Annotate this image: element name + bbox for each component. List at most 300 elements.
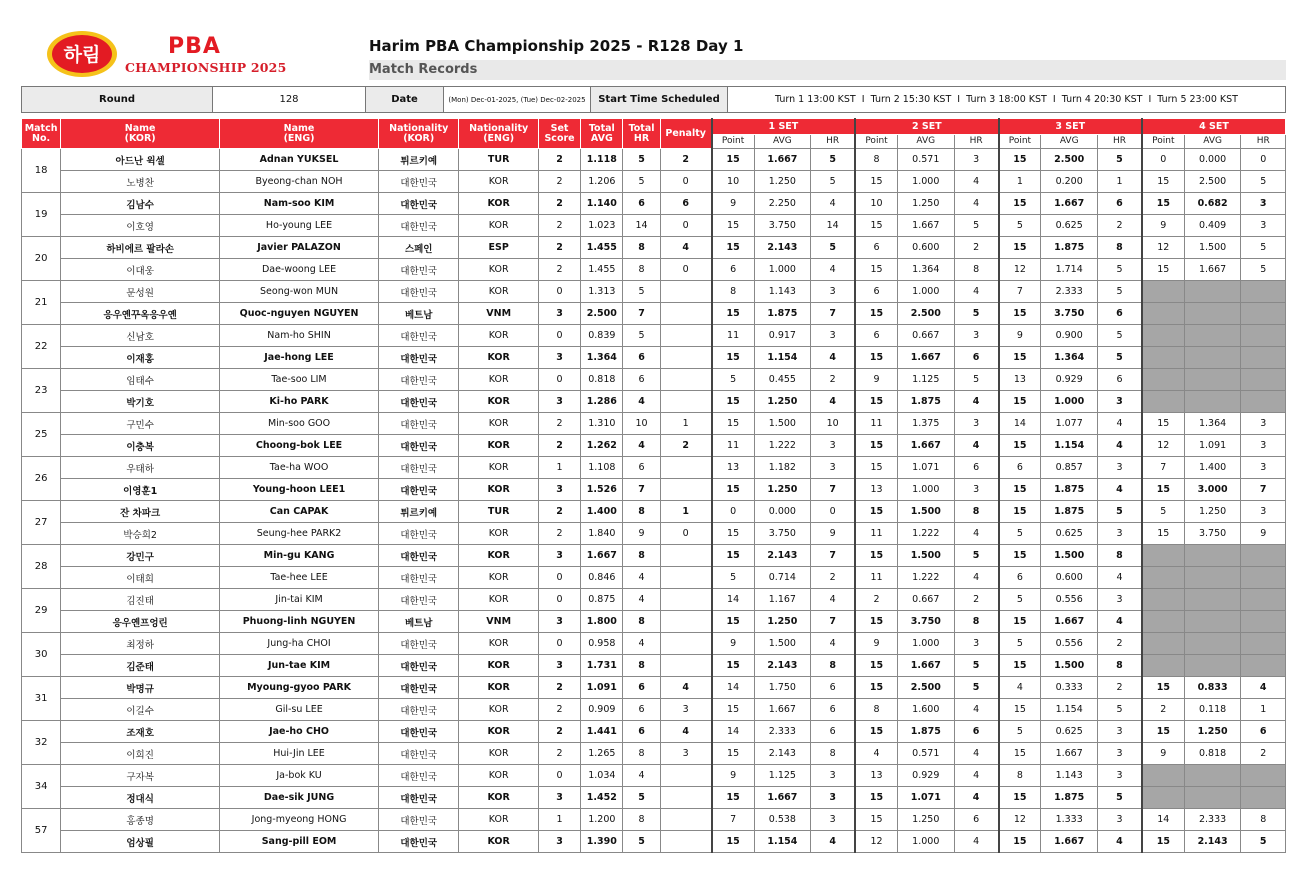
total-hr: 8 bbox=[623, 809, 660, 831]
set-4-hr: 9 bbox=[1241, 523, 1286, 545]
set-4-point: 0 bbox=[1142, 149, 1184, 171]
set-4-hr: 3 bbox=[1241, 413, 1286, 435]
player-name-kor: 하비에르 팔라손 bbox=[61, 237, 220, 259]
set-3-sub-hr: HR bbox=[1098, 135, 1142, 149]
set-4-point: 15 bbox=[1142, 193, 1184, 215]
set-3-point: 1 bbox=[999, 171, 1041, 193]
player-name-eng: Jun-tae KIM bbox=[220, 655, 379, 677]
player-name-eng: Seung-hee PARK2 bbox=[220, 523, 379, 545]
player-name-kor: 박기호 bbox=[61, 391, 220, 413]
set-4-empty bbox=[1241, 325, 1286, 347]
nationality-eng: VNM bbox=[459, 611, 538, 633]
nationality-eng: KOR bbox=[459, 435, 538, 457]
set-4-hr: 7 bbox=[1241, 479, 1286, 501]
set-4-empty bbox=[1241, 655, 1286, 677]
total-avg: 1.262 bbox=[581, 435, 623, 457]
total-hr: 5 bbox=[623, 149, 660, 171]
nationality-kor: 대한민국 bbox=[378, 831, 458, 853]
set-4-avg: 3.750 bbox=[1184, 523, 1241, 545]
set-4-empty bbox=[1142, 567, 1184, 589]
set-4-empty bbox=[1142, 281, 1184, 303]
set-1-avg: 2.143 bbox=[754, 743, 811, 765]
player-row bbox=[22, 611, 1286, 633]
set-3-point: 15 bbox=[999, 435, 1041, 457]
player-name-kor: 응우옌프엉린 bbox=[61, 611, 220, 633]
set-3-avg: 0.625 bbox=[1041, 721, 1098, 743]
set-2-hr: 4 bbox=[954, 567, 998, 589]
set-3-avg: 0.900 bbox=[1041, 325, 1098, 347]
set-1-avg: 1.250 bbox=[754, 391, 811, 413]
set-1-point: 15 bbox=[712, 699, 754, 721]
set-2-point: 15 bbox=[855, 303, 897, 325]
total-hr: 5 bbox=[623, 325, 660, 347]
player-row bbox=[22, 413, 1286, 435]
player-name-kor: 홍종명 bbox=[61, 809, 220, 831]
set-2-point: 15 bbox=[855, 347, 897, 369]
penalty bbox=[660, 391, 712, 413]
total-hr: 6 bbox=[623, 457, 660, 479]
set-1-avg: 1.250 bbox=[754, 611, 811, 633]
set-score: 3 bbox=[538, 611, 580, 633]
nationality-eng: KOR bbox=[459, 699, 538, 721]
total-avg: 1.441 bbox=[581, 721, 623, 743]
set-3-point: 14 bbox=[999, 413, 1041, 435]
set-1-point: 15 bbox=[712, 215, 754, 237]
set-score: 2 bbox=[538, 677, 580, 699]
set-2-hr: 4 bbox=[954, 523, 998, 545]
nationality-eng: KOR bbox=[459, 347, 538, 369]
set-2-point: 13 bbox=[855, 479, 897, 501]
set-4-avg: 1.364 bbox=[1184, 413, 1241, 435]
total-hr: 8 bbox=[623, 655, 660, 677]
set-2-avg: 0.571 bbox=[897, 149, 954, 171]
set-2-hr: 2 bbox=[954, 237, 998, 259]
match-no: 28 bbox=[22, 545, 61, 589]
set-2-hr: 4 bbox=[954, 699, 998, 721]
set-3-avg: 0.929 bbox=[1041, 369, 1098, 391]
total-hr: 4 bbox=[623, 589, 660, 611]
set-4-avg: 2.143 bbox=[1184, 831, 1241, 853]
set-4-empty bbox=[1142, 655, 1184, 677]
set-4-point: 15 bbox=[1142, 171, 1184, 193]
penalty bbox=[660, 303, 712, 325]
set-3-point: 15 bbox=[999, 149, 1041, 171]
set-1-hr: 4 bbox=[811, 391, 855, 413]
col-set-3: 3 SET bbox=[999, 119, 1142, 135]
player-name-eng: Tae-hee LEE bbox=[220, 567, 379, 589]
nationality-eng: KOR bbox=[459, 787, 538, 809]
set-2-point: 15 bbox=[855, 435, 897, 457]
set-1-avg: 0.000 bbox=[754, 501, 811, 523]
total-avg: 1.023 bbox=[581, 215, 623, 237]
set-2-avg: 1.000 bbox=[897, 831, 954, 853]
set-4-point: 9 bbox=[1142, 743, 1184, 765]
set-3-point: 15 bbox=[999, 347, 1041, 369]
set-4-avg: 0.682 bbox=[1184, 193, 1241, 215]
championship-logo-text: CHAMPIONSHIP 2025 bbox=[125, 60, 287, 75]
player-name-eng: Gil-su LEE bbox=[220, 699, 379, 721]
set-4-empty bbox=[1142, 589, 1184, 611]
set-2-sub-point: Point bbox=[855, 135, 897, 149]
player-name-kor: 최정하 bbox=[61, 633, 220, 655]
set-2-hr: 3 bbox=[954, 479, 998, 501]
set-4-empty bbox=[1184, 303, 1241, 325]
player-name-eng: Min-soo GOO bbox=[220, 413, 379, 435]
set-1-avg: 2.143 bbox=[754, 655, 811, 677]
nationality-eng: VNM bbox=[459, 303, 538, 325]
total-avg: 2.500 bbox=[581, 303, 623, 325]
set-2-point: 15 bbox=[855, 457, 897, 479]
set-2-avg: 0.600 bbox=[897, 237, 954, 259]
nationality-kor: 베트남 bbox=[378, 611, 458, 633]
set-3-avg: 1.875 bbox=[1041, 479, 1098, 501]
set-2-hr: 3 bbox=[954, 149, 998, 171]
set-2-hr: 4 bbox=[954, 171, 998, 193]
col-nat-eng: Nationality (ENG) bbox=[459, 119, 538, 149]
total-hr: 7 bbox=[623, 479, 660, 501]
set-2-avg: 1.667 bbox=[897, 435, 954, 457]
player-row bbox=[22, 765, 1286, 787]
set-2-avg: 0.929 bbox=[897, 765, 954, 787]
nationality-eng: KOR bbox=[459, 325, 538, 347]
set-3-point: 15 bbox=[999, 237, 1041, 259]
set-3-point: 15 bbox=[999, 193, 1041, 215]
set-4-empty bbox=[1241, 633, 1286, 655]
total-avg: 1.731 bbox=[581, 655, 623, 677]
player-name-eng: Adnan YUKSEL bbox=[220, 149, 379, 171]
nationality-eng: KOR bbox=[459, 479, 538, 501]
set-2-avg: 1.375 bbox=[897, 413, 954, 435]
set-1-hr: 8 bbox=[811, 743, 855, 765]
set-2-point: 15 bbox=[855, 545, 897, 567]
set-1-hr: 2 bbox=[811, 369, 855, 391]
nationality-eng: KOR bbox=[459, 457, 538, 479]
nationality-eng: KOR bbox=[459, 215, 538, 237]
player-name-kor: 우태하 bbox=[61, 457, 220, 479]
total-avg: 1.800 bbox=[581, 611, 623, 633]
total-avg: 1.091 bbox=[581, 677, 623, 699]
set-4-hr: 3 bbox=[1241, 501, 1286, 523]
player-name-eng: Javier PALAZON bbox=[220, 237, 379, 259]
set-4-empty bbox=[1184, 589, 1241, 611]
set-1-point: 15 bbox=[712, 787, 754, 809]
total-hr: 5 bbox=[623, 171, 660, 193]
player-name-eng: Jong-myeong HONG bbox=[220, 809, 379, 831]
set-score: 3 bbox=[538, 347, 580, 369]
set-4-empty bbox=[1184, 347, 1241, 369]
nationality-eng: ESP bbox=[459, 237, 538, 259]
set-3-avg: 0.625 bbox=[1041, 215, 1098, 237]
set-2-hr: 3 bbox=[954, 413, 998, 435]
set-4-point: 15 bbox=[1142, 831, 1184, 853]
penalty bbox=[660, 369, 712, 391]
set-3-avg: 0.625 bbox=[1041, 523, 1098, 545]
set-score: 0 bbox=[538, 369, 580, 391]
set-1-avg: 1.500 bbox=[754, 633, 811, 655]
total-hr: 8 bbox=[623, 237, 660, 259]
nationality-eng: KOR bbox=[459, 369, 538, 391]
total-avg: 1.200 bbox=[581, 809, 623, 831]
set-4-hr: 3 bbox=[1241, 215, 1286, 237]
player-name-eng: Byeong-chan NOH bbox=[220, 171, 379, 193]
penalty bbox=[660, 281, 712, 303]
player-row bbox=[22, 149, 1286, 171]
set-4-avg: 0.000 bbox=[1184, 149, 1241, 171]
set-1-point: 15 bbox=[712, 237, 754, 259]
set-2-hr: 5 bbox=[954, 545, 998, 567]
match-no: 21 bbox=[22, 281, 61, 325]
set-2-point: 15 bbox=[855, 391, 897, 413]
set-4-hr: 3 bbox=[1241, 193, 1286, 215]
player-name-kor: 이영훈1 bbox=[61, 479, 220, 501]
set-2-avg: 1.500 bbox=[897, 501, 954, 523]
set-4-point: 5 bbox=[1142, 501, 1184, 523]
set-4-hr: 4 bbox=[1241, 677, 1286, 699]
set-2-point: 15 bbox=[855, 655, 897, 677]
player-row bbox=[22, 303, 1286, 325]
player-name-kor: 이대웅 bbox=[61, 259, 220, 281]
set-3-hr: 4 bbox=[1098, 413, 1142, 435]
set-4-avg: 1.250 bbox=[1184, 501, 1241, 523]
set-1-avg: 0.714 bbox=[754, 567, 811, 589]
set-4-point: 15 bbox=[1142, 479, 1184, 501]
col-set-4: 4 SET bbox=[1142, 119, 1286, 135]
set-3-point: 15 bbox=[999, 545, 1041, 567]
set-score: 2 bbox=[538, 501, 580, 523]
set-2-avg: 1.125 bbox=[897, 369, 954, 391]
total-avg: 1.840 bbox=[581, 523, 623, 545]
player-name-eng: Jae-ho CHO bbox=[220, 721, 379, 743]
nationality-eng: KOR bbox=[459, 831, 538, 853]
total-avg: 1.286 bbox=[581, 391, 623, 413]
set-3-hr: 3 bbox=[1098, 743, 1142, 765]
player-name-eng: Min-gu KANG bbox=[220, 545, 379, 567]
set-3-point: 5 bbox=[999, 523, 1041, 545]
set-2-point: 15 bbox=[855, 259, 897, 281]
total-hr: 4 bbox=[623, 391, 660, 413]
set-1-hr: 8 bbox=[811, 655, 855, 677]
player-row bbox=[22, 369, 1286, 391]
player-name-kor: 엄상필 bbox=[61, 831, 220, 853]
set-1-avg: 2.143 bbox=[754, 237, 811, 259]
penalty bbox=[660, 809, 712, 831]
set-3-hr: 2 bbox=[1098, 633, 1142, 655]
set-3-hr: 3 bbox=[1098, 523, 1142, 545]
total-hr: 6 bbox=[623, 677, 660, 699]
player-row bbox=[22, 193, 1286, 215]
set-1-hr: 4 bbox=[811, 193, 855, 215]
player-name-eng: Seong-won MUN bbox=[220, 281, 379, 303]
nationality-kor: 대한민국 bbox=[378, 193, 458, 215]
set-4-point: 15 bbox=[1142, 721, 1184, 743]
set-4-sub-avg: AVG bbox=[1184, 135, 1241, 149]
player-name-eng: Jung-ha CHOI bbox=[220, 633, 379, 655]
match-no: 31 bbox=[22, 677, 61, 721]
nationality-kor: 대한민국 bbox=[378, 171, 458, 193]
set-4-hr: 5 bbox=[1241, 259, 1286, 281]
set-score: 2 bbox=[538, 699, 580, 721]
nationality-kor: 대한민국 bbox=[378, 215, 458, 237]
set-1-hr: 4 bbox=[811, 831, 855, 853]
set-1-point: 11 bbox=[712, 325, 754, 347]
set-2-avg: 2.500 bbox=[897, 677, 954, 699]
set-4-empty bbox=[1184, 655, 1241, 677]
set-3-point: 15 bbox=[999, 743, 1041, 765]
set-2-avg: 1.667 bbox=[897, 655, 954, 677]
nationality-kor: 대한민국 bbox=[378, 743, 458, 765]
set-4-point: 9 bbox=[1142, 215, 1184, 237]
match-no: 34 bbox=[22, 765, 61, 809]
set-score: 1 bbox=[538, 457, 580, 479]
total-hr: 4 bbox=[623, 633, 660, 655]
set-1-avg: 1.000 bbox=[754, 259, 811, 281]
total-hr: 7 bbox=[623, 303, 660, 325]
set-score: 2 bbox=[538, 193, 580, 215]
set-3-avg: 1.154 bbox=[1041, 435, 1098, 457]
player-name-kor: 문성원 bbox=[61, 281, 220, 303]
set-1-point: 15 bbox=[712, 347, 754, 369]
player-name-eng: Nam-ho SHIN bbox=[220, 325, 379, 347]
set-4-hr: 6 bbox=[1241, 721, 1286, 743]
set-2-point: 15 bbox=[855, 721, 897, 743]
set-3-hr: 8 bbox=[1098, 545, 1142, 567]
set-1-avg: 1.250 bbox=[754, 171, 811, 193]
set-2-hr: 8 bbox=[954, 259, 998, 281]
total-hr: 10 bbox=[623, 413, 660, 435]
set-3-hr: 3 bbox=[1098, 765, 1142, 787]
set-1-hr: 2 bbox=[811, 567, 855, 589]
player-name-kor: 구자복 bbox=[61, 765, 220, 787]
total-avg: 1.118 bbox=[581, 149, 623, 171]
set-1-point: 15 bbox=[712, 391, 754, 413]
col-set-1: 1 SET bbox=[712, 119, 855, 135]
set-1-hr: 7 bbox=[811, 479, 855, 501]
set-1-avg: 0.455 bbox=[754, 369, 811, 391]
set-score: 2 bbox=[538, 171, 580, 193]
player-name-kor: 조재호 bbox=[61, 721, 220, 743]
nationality-kor: 대한민국 bbox=[378, 765, 458, 787]
set-1-point: 11 bbox=[712, 435, 754, 457]
set-3-point: 5 bbox=[999, 721, 1041, 743]
total-avg: 0.818 bbox=[581, 369, 623, 391]
set-4-hr: 1 bbox=[1241, 699, 1286, 721]
total-hr: 4 bbox=[623, 567, 660, 589]
player-row bbox=[22, 457, 1286, 479]
set-3-avg: 0.333 bbox=[1041, 677, 1098, 699]
player-name-kor: 박승희2 bbox=[61, 523, 220, 545]
set-2-avg: 1.000 bbox=[897, 479, 954, 501]
player-row bbox=[22, 325, 1286, 347]
set-2-hr: 3 bbox=[954, 325, 998, 347]
total-hr: 6 bbox=[623, 721, 660, 743]
set-2-hr: 5 bbox=[954, 677, 998, 699]
col-penalty: Penalty bbox=[660, 119, 712, 149]
set-3-avg: 1.875 bbox=[1041, 787, 1098, 809]
total-hr: 6 bbox=[623, 369, 660, 391]
set-score: 1 bbox=[538, 809, 580, 831]
match-no: 18 bbox=[22, 149, 61, 193]
total-hr: 5 bbox=[623, 281, 660, 303]
set-1-hr: 5 bbox=[811, 171, 855, 193]
set-3-hr: 5 bbox=[1098, 325, 1142, 347]
player-name-eng: Tae-ha WOO bbox=[220, 457, 379, 479]
set-score: 2 bbox=[538, 721, 580, 743]
nationality-kor: 대한민국 bbox=[378, 369, 458, 391]
col-total-avg: Total AVG bbox=[581, 119, 623, 149]
player-row bbox=[22, 809, 1286, 831]
set-3-point: 15 bbox=[999, 699, 1041, 721]
penalty: 4 bbox=[660, 237, 712, 259]
set-4-empty bbox=[1241, 391, 1286, 413]
set-3-hr: 3 bbox=[1098, 391, 1142, 413]
nationality-eng: KOR bbox=[459, 721, 538, 743]
player-row bbox=[22, 633, 1286, 655]
penalty: 4 bbox=[660, 721, 712, 743]
player-row bbox=[22, 655, 1286, 677]
penalty: 4 bbox=[660, 677, 712, 699]
set-2-avg: 1.000 bbox=[897, 281, 954, 303]
nationality-eng: TUR bbox=[459, 149, 538, 171]
set-4-empty bbox=[1184, 633, 1241, 655]
player-name-eng: Tae-soo LIM bbox=[220, 369, 379, 391]
set-4-empty bbox=[1142, 545, 1184, 567]
set-1-point: 13 bbox=[712, 457, 754, 479]
set-3-point: 5 bbox=[999, 215, 1041, 237]
player-name-eng: Choong-bok LEE bbox=[220, 435, 379, 457]
col-name-kor: Name (KOR) bbox=[61, 119, 220, 149]
set-score: 0 bbox=[538, 589, 580, 611]
set-4-empty bbox=[1241, 369, 1286, 391]
set-3-avg: 0.200 bbox=[1041, 171, 1098, 193]
total-avg: 0.909 bbox=[581, 699, 623, 721]
set-1-hr: 3 bbox=[811, 325, 855, 347]
total-hr: 9 bbox=[623, 523, 660, 545]
total-hr: 8 bbox=[623, 611, 660, 633]
total-hr: 8 bbox=[623, 743, 660, 765]
set-3-hr: 8 bbox=[1098, 655, 1142, 677]
player-name-eng: Ho-young LEE bbox=[220, 215, 379, 237]
set-4-hr: 2 bbox=[1241, 743, 1286, 765]
date-label: Date bbox=[366, 87, 444, 113]
nationality-kor: 대한민국 bbox=[378, 655, 458, 677]
total-avg: 1.310 bbox=[581, 413, 623, 435]
date-value: (Mon) Dec-01-2025, (Tue) Dec-02-2025 bbox=[444, 87, 591, 113]
total-hr: 6 bbox=[623, 347, 660, 369]
player-name-kor: 박명규 bbox=[61, 677, 220, 699]
player-row bbox=[22, 677, 1286, 699]
player-name-kor: 신남호 bbox=[61, 325, 220, 347]
set-3-avg: 1.077 bbox=[1041, 413, 1098, 435]
set-2-point: 15 bbox=[855, 215, 897, 237]
set-2-avg: 1.875 bbox=[897, 391, 954, 413]
set-2-point: 9 bbox=[855, 633, 897, 655]
set-1-point: 7 bbox=[712, 809, 754, 831]
set-1-avg: 3.750 bbox=[754, 215, 811, 237]
total-avg: 1.140 bbox=[581, 193, 623, 215]
set-1-hr: 3 bbox=[811, 435, 855, 457]
set-2-avg: 1.364 bbox=[897, 259, 954, 281]
set-3-hr: 3 bbox=[1098, 809, 1142, 831]
nationality-eng: KOR bbox=[459, 655, 538, 677]
player-name-kor: 김진태 bbox=[61, 589, 220, 611]
nationality-kor: 대한민국 bbox=[378, 633, 458, 655]
set-3-avg: 1.154 bbox=[1041, 699, 1098, 721]
set-2-avg: 1.000 bbox=[897, 171, 954, 193]
set-3-hr: 1 bbox=[1098, 171, 1142, 193]
set-3-sub-point: Point bbox=[999, 135, 1041, 149]
set-2-avg: 1.000 bbox=[897, 633, 954, 655]
set-2-sub-hr: HR bbox=[954, 135, 998, 149]
